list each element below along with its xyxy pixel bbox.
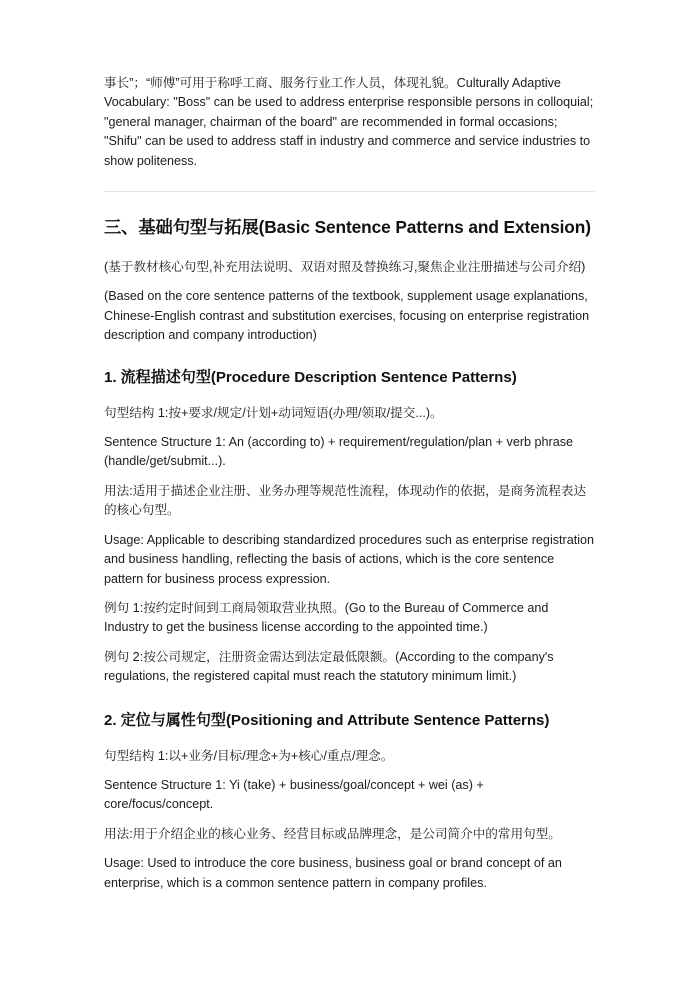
continued-paragraph: 事长”；“师傅”可用于称呼工商、服务行业工作人员，体现礼貌。Culturally Adaptive Vocabulary: "Boss" can be used to address enterprise responsible persons in colloquial; "general manager, chairman of the board" are recommended in formal occasions; "Shifu" can be used to address staff in industry and commerce and service industries to show politeness. [104, 76, 594, 168]
paragraph-example-1: 例句 1:按约定时间到工商局领取营业执照。(Go to the Bureau of Commerce and Industry to get the business license according to the appointed time.) [104, 600, 549, 635]
paragraph-usage-zh: 用法:适用于描述企业注册、业务办理等规范性流程，体现动作的依据，是商务流程表达的核心句型。 [104, 483, 587, 518]
paragraph-structure-en: Sentence Structure 1: An (according to) + requirement/regulation/plan + verb phrase (handle/get/submit...). [104, 435, 574, 469]
subsection-heading-procedure-description: 1. 流程描述句型(Procedure Description Sentence Patterns) [104, 368, 517, 386]
paragraph-example-2: 例句 2:按公司规定，注册资金需达到法定最低限额。(According to the company's regulations, the registered capital must reach the statutory minimum limit.) [104, 649, 554, 684]
paragraph-usage-en-2: Usage: Used to introduce the core business, business goal or brand concept of an enterprise, which is a common sentence pattern in company profiles. [104, 856, 562, 890]
section-divider [104, 191, 595, 192]
document-body [104, 74, 595, 893]
paragraph-usage-en: Usage: Applicable to describing standardized procedures such as enterprise registration and business handling, reflecting the basis of actions, which is the core sentence pattern for business process expression. [104, 532, 595, 586]
paragraph-usage-zh-2: 用法:用于介绍企业的核心业务、经营目标或品牌理念，是公司简介中的常用句型。 [104, 826, 561, 841]
section-subtitle-en: (Based on the core sentence patterns of the textbook, supplement usage explanations, Chinese-English contrast and substitution exercises, focusing on enterprise registration description and company introduction) [104, 289, 590, 343]
subsection-heading-positioning-attribute: 2. 定位与属性句型(Positioning and Attribute Sentence Patterns) [104, 711, 550, 729]
section-heading: 三、基础句型与拓展(Basic Sentence Patterns and Extension) [104, 217, 591, 238]
paragraph-structure-zh-2: 句型结构 1:以+业务/目标/理念+为+核心/重点/理念。 [104, 748, 394, 763]
paragraph-structure-zh: 句型结构 1:按+要求/规定/计划+动词短语(办理/领取/提交...)。 [104, 405, 443, 420]
section-subtitle-zh: (基于教材核心句型,补充用法说明、双语对照及替换练习,聚焦企业注册描述与公司介绍) [104, 260, 586, 275]
paragraph-structure-en-2: Sentence Structure 1: Yi (take) + business/goal/concept + wei (as) + core/focus/concept. [104, 777, 484, 812]
